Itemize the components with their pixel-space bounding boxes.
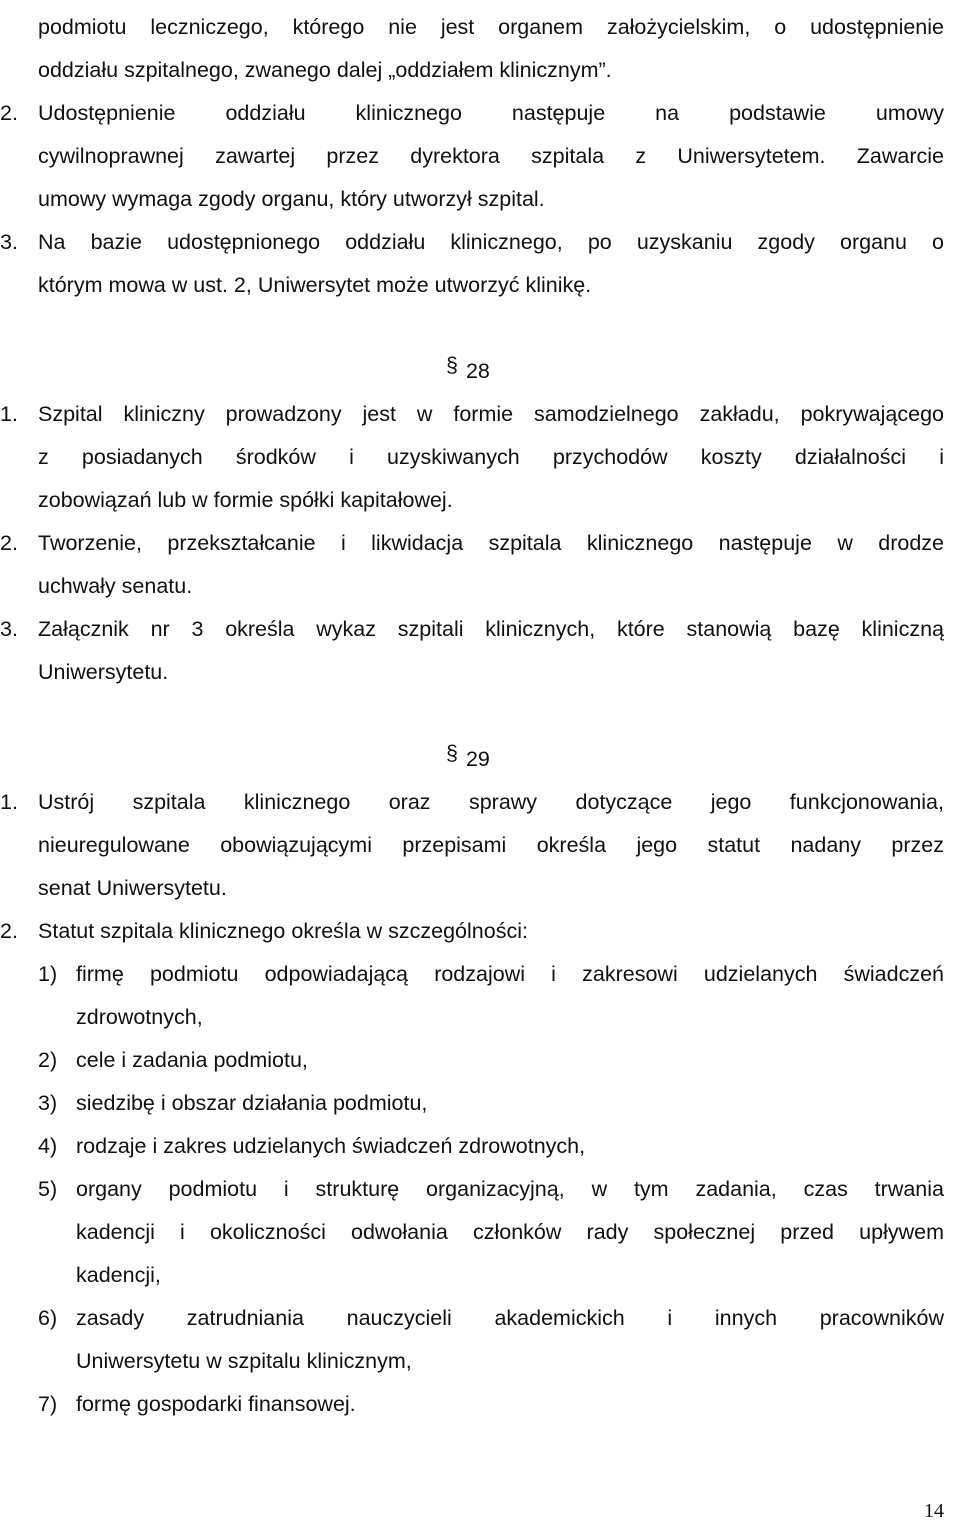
paragraph-line [0, 528, 944, 558]
paragraph-line [0, 399, 944, 429]
line-text: cele i zadania podmiotu, [76, 1048, 308, 1072]
paragraph-line [0, 787, 944, 817]
line-text: zobowiązań lub w formie spółki kapitałowej. [38, 488, 453, 512]
line-text: cywilnoprawnej zawartej przez dyrektora szpitala z Uniwersytetem. Zawarcie [38, 144, 944, 168]
list-item-number: 5) [38, 1177, 58, 1201]
line-text: Uniwersytetu w szpitalu klinicznym, [76, 1349, 412, 1373]
paragraph-line [0, 830, 944, 860]
list-item-line [0, 1260, 944, 1290]
paragraph-line [0, 12, 944, 42]
paragraph-line [0, 184, 944, 214]
paragraph-line [0, 141, 944, 171]
line-text: Uniwersytetu. [38, 660, 169, 684]
line-text: Udostępnienie oddziału klinicznego następuje na podstawie umowy [38, 101, 944, 125]
paragraph-line [0, 442, 944, 472]
section-number: 29 [465, 747, 490, 771]
list-item-line [0, 1131, 944, 1161]
line-text: Statut szpitala klinicznego określa w szczególności: [38, 919, 528, 943]
paragraph-number: 1. [0, 402, 18, 426]
paragraph-number: 3. [0, 230, 18, 254]
line-text: kadencji i okoliczności odwołania członków rady społecznej przed upływem [76, 1220, 944, 1244]
line-text: Szpital kliniczny prowadzony jest w formie samodzielnego zakładu, pokrywającego [38, 402, 944, 426]
list-item-line [0, 1389, 944, 1419]
paragraph-number: 2. [0, 101, 18, 125]
list-item-number: 2) [38, 1048, 58, 1072]
line-text: kadencji, [76, 1263, 161, 1287]
list-item-number: 1) [38, 962, 58, 986]
list-item-line [0, 1174, 944, 1204]
paragraph-line [0, 614, 944, 644]
paragraph-number: 2. [0, 531, 18, 555]
list-item-number: 6) [38, 1306, 58, 1330]
paragraph-line [0, 916, 944, 946]
line-text: siedzibę i obszar działania podmiotu, [76, 1091, 428, 1115]
list-item-line [0, 1346, 944, 1376]
line-text: zdrowotnych, [76, 1005, 203, 1029]
paragraph-line [0, 657, 944, 687]
line-text: firmę podmiotu odpowiadającą rodzajowi i zakresowi udzielanych świadczeń [76, 962, 944, 986]
line-text: uchwały senatu. [38, 574, 193, 598]
list-item-number: 4) [38, 1134, 58, 1158]
line-text: Na bazie udostępnionego oddziału klinicznego, po uzyskaniu zgody organu o [38, 230, 944, 254]
page-number: 14 [924, 1500, 944, 1522]
list-item-line [0, 1002, 944, 1032]
list-item-line [0, 1217, 944, 1247]
line-text: z posiadanych środków i uzyskiwanych przychodów koszty działalności i [38, 445, 944, 469]
line-text: którym mowa w ust. 2, Uniwersytet może utworzyć klinikę. [38, 273, 592, 297]
section-number: 28 [465, 359, 490, 383]
paragraph-number: 3. [0, 617, 18, 641]
list-item-line [0, 1303, 944, 1333]
line-text: organy podmiotu i strukturę organizacyjną, w tym zadania, czas trwania [76, 1177, 944, 1201]
line-text: Tworzenie, przekształcanie i likwidacja szpitala klinicznego następuje w drodze [38, 531, 944, 555]
line-text: Załącznik nr 3 określa wykaz szpitali klinicznych, które stanowią bazę kliniczną [38, 617, 944, 641]
list-item-number: 7) [38, 1392, 58, 1416]
line-text: senat Uniwersytetu. [38, 876, 227, 900]
line-text: podmiotu leczniczego, którego nie jest organem założycielskim, o udostępnienie [38, 15, 944, 39]
section-heading [446, 353, 490, 386]
section-sign: § [446, 353, 458, 377]
line-text: rodzaje i zakres udzielanych świadczeń zdrowotnych, [76, 1134, 586, 1158]
section-sign: § [446, 741, 458, 765]
paragraph-line [0, 227, 944, 257]
paragraph-line [0, 55, 944, 85]
paragraph-line [0, 98, 944, 128]
list-item-number: 3) [38, 1091, 58, 1115]
paragraph-line [0, 873, 944, 903]
line-text: nieuregulowane obowiązującymi przepisami określa jego statut nadany przez [38, 833, 944, 857]
line-text: umowy wymaga zgody organu, który utworzył szpital. [38, 187, 545, 211]
line-text: formę gospodarki finansowej. [76, 1392, 356, 1416]
line-text: oddziału szpitalnego, zwanego dalej „oddziałem klinicznym”. [38, 58, 612, 82]
list-item-line [0, 959, 944, 989]
section-heading [446, 741, 490, 774]
list-item-line [0, 1088, 944, 1118]
list-item-line [0, 1045, 944, 1075]
line-text: Ustrój szpitala klinicznego oraz sprawy dotyczące jego funkcjonowania, [38, 790, 944, 814]
paragraph-line [0, 270, 944, 300]
paragraph-number: 1. [0, 790, 18, 814]
paragraph-line [0, 571, 944, 601]
line-text: zasady zatrudniania nauczycieli akademickich i innych pracowników [76, 1306, 944, 1330]
paragraph-number: 2. [0, 919, 18, 943]
paragraph-line [0, 485, 944, 515]
